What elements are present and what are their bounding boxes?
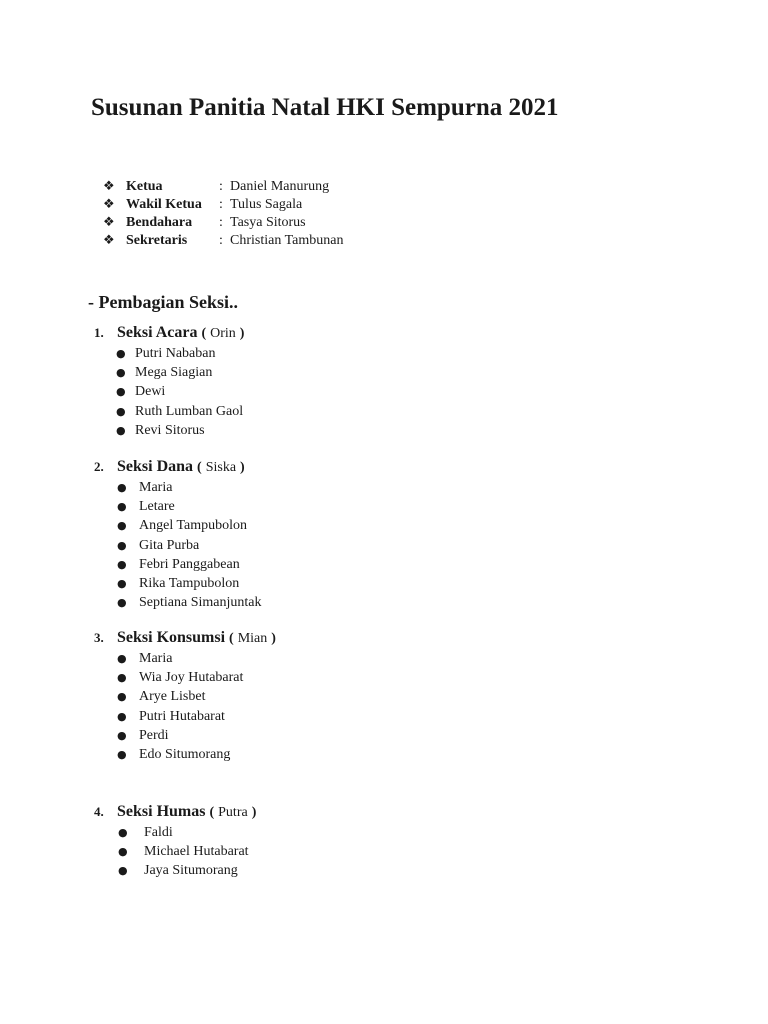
bullet-icon: ● — [116, 347, 126, 360]
list-item: ● Faldi — [94, 823, 694, 842]
list-item: ● Maria — [94, 649, 694, 668]
officer-separator: : — [219, 179, 223, 194]
diamond-bullet-icon: ❖ — [103, 215, 115, 230]
officer-name: Tasya Sitorus — [230, 215, 306, 230]
bullet-icon: ● — [117, 747, 127, 761]
division-header: 2. Seksi Dana ( Siska ) — [94, 456, 694, 478]
member-list — [94, 823, 694, 881]
bullet-icon: ● — [117, 671, 127, 685]
list-item: ● Septiana Simanjuntak — [94, 593, 694, 612]
officer-name: Christian Tambunan — [230, 233, 344, 248]
division-konsumsi — [94, 627, 694, 764]
division-number: 3. — [94, 630, 104, 645]
list-item: ● Edo Situmorang — [94, 745, 694, 764]
list-item: ● Maria — [94, 478, 694, 497]
list-item: ● Angel Tampubolon — [94, 516, 694, 535]
division-header: 4. Seksi Humas ( Putra ) — [94, 801, 694, 823]
division-number: 1. — [94, 325, 104, 340]
division-header: 3. Seksi Konsumsi ( Mian ) — [94, 627, 694, 649]
division-number: 4. — [94, 804, 104, 819]
list-item: ● Putri Nababan — [94, 344, 694, 363]
diamond-bullet-icon: ❖ — [103, 179, 115, 194]
member-list — [94, 344, 694, 440]
officer-name: Daniel Manurung — [230, 179, 330, 194]
list-item: ● Letare — [94, 497, 694, 516]
division-name: Seksi Dana — [117, 458, 194, 475]
division-acara — [94, 322, 694, 440]
list-item: ● Mega Siagian — [94, 363, 694, 382]
division-number: 2. — [94, 459, 104, 474]
officer-role: Wakil Ketua — [126, 197, 202, 212]
bullet-icon: ● — [116, 423, 126, 437]
division-name: Seksi Humas — [117, 803, 206, 820]
list-item: ● Arye Lisbet — [94, 687, 694, 706]
bullet-icon: ● — [117, 576, 127, 590]
diamond-bullet-icon: ❖ — [103, 233, 115, 248]
officer-separator: : — [219, 215, 223, 230]
bullet-icon: ● — [117, 500, 127, 514]
bullet-icon: ● — [117, 709, 127, 723]
officer-separator: : — [219, 197, 223, 212]
diamond-bullet-icon: ❖ — [103, 197, 115, 212]
list-item: ● Gita Purba — [94, 536, 694, 555]
bullet-icon: ● — [117, 596, 127, 610]
bullet-icon: ● — [117, 690, 127, 704]
division-dana — [94, 456, 694, 612]
division-name: Seksi Acara — [117, 324, 198, 341]
officer-role: Sekretaris — [126, 233, 188, 248]
list-item: ● Rika Tampubolon — [94, 574, 694, 593]
division-leader: Orin — [210, 326, 236, 341]
list-item: ● Ruth Lumban Gaol — [94, 402, 694, 421]
bullet-icon: ● — [117, 519, 127, 533]
bullet-icon: ● — [118, 864, 128, 878]
officer-role: Ketua — [126, 179, 163, 194]
member-list — [94, 478, 694, 612]
bullet-icon: ● — [118, 826, 128, 839]
officer-separator: : — [219, 233, 223, 248]
bullet-icon: ● — [117, 652, 127, 665]
list-item: ● Perdi — [94, 726, 694, 745]
member-list — [94, 649, 694, 764]
officer-role: Bendahara — [126, 215, 193, 230]
division-name: Seksi Konsumsi — [117, 629, 226, 646]
bullet-icon: ● — [116, 404, 126, 418]
list-item: ● Michael Hutabarat — [94, 842, 694, 861]
bullet-icon: ● — [118, 845, 128, 859]
page-title: Susunan Panitia Natal HKI Sempurna 2021 — [91, 94, 559, 121]
section-heading: - Pembagian Seksi.. — [88, 292, 239, 312]
bullet-icon: ● — [117, 481, 127, 494]
list-item: ● Dewi — [94, 382, 694, 401]
officer-name: Tulus Sagala — [230, 197, 303, 212]
bullet-icon: ● — [116, 385, 126, 399]
bullet-icon: ● — [116, 366, 126, 380]
bullet-icon: ● — [117, 538, 127, 552]
bullet-icon: ● — [117, 728, 127, 742]
bullet-icon: ● — [117, 557, 127, 571]
list-item: ● Putri Hutabarat — [94, 707, 694, 726]
list-item: ● Wia Joy Hutabarat — [94, 668, 694, 687]
division-leader: Putra — [218, 805, 248, 820]
division-header: 1. Seksi Acara ( Orin ) — [94, 322, 694, 344]
division-humas — [94, 801, 694, 881]
list-item: ● Revi Sitorus — [94, 421, 694, 440]
division-leader: Mian — [237, 631, 268, 646]
list-item: ● Febri Panggabean — [94, 555, 694, 574]
division-leader: Siska — [205, 460, 237, 475]
list-item: ● Jaya Situmorang — [94, 861, 694, 880]
